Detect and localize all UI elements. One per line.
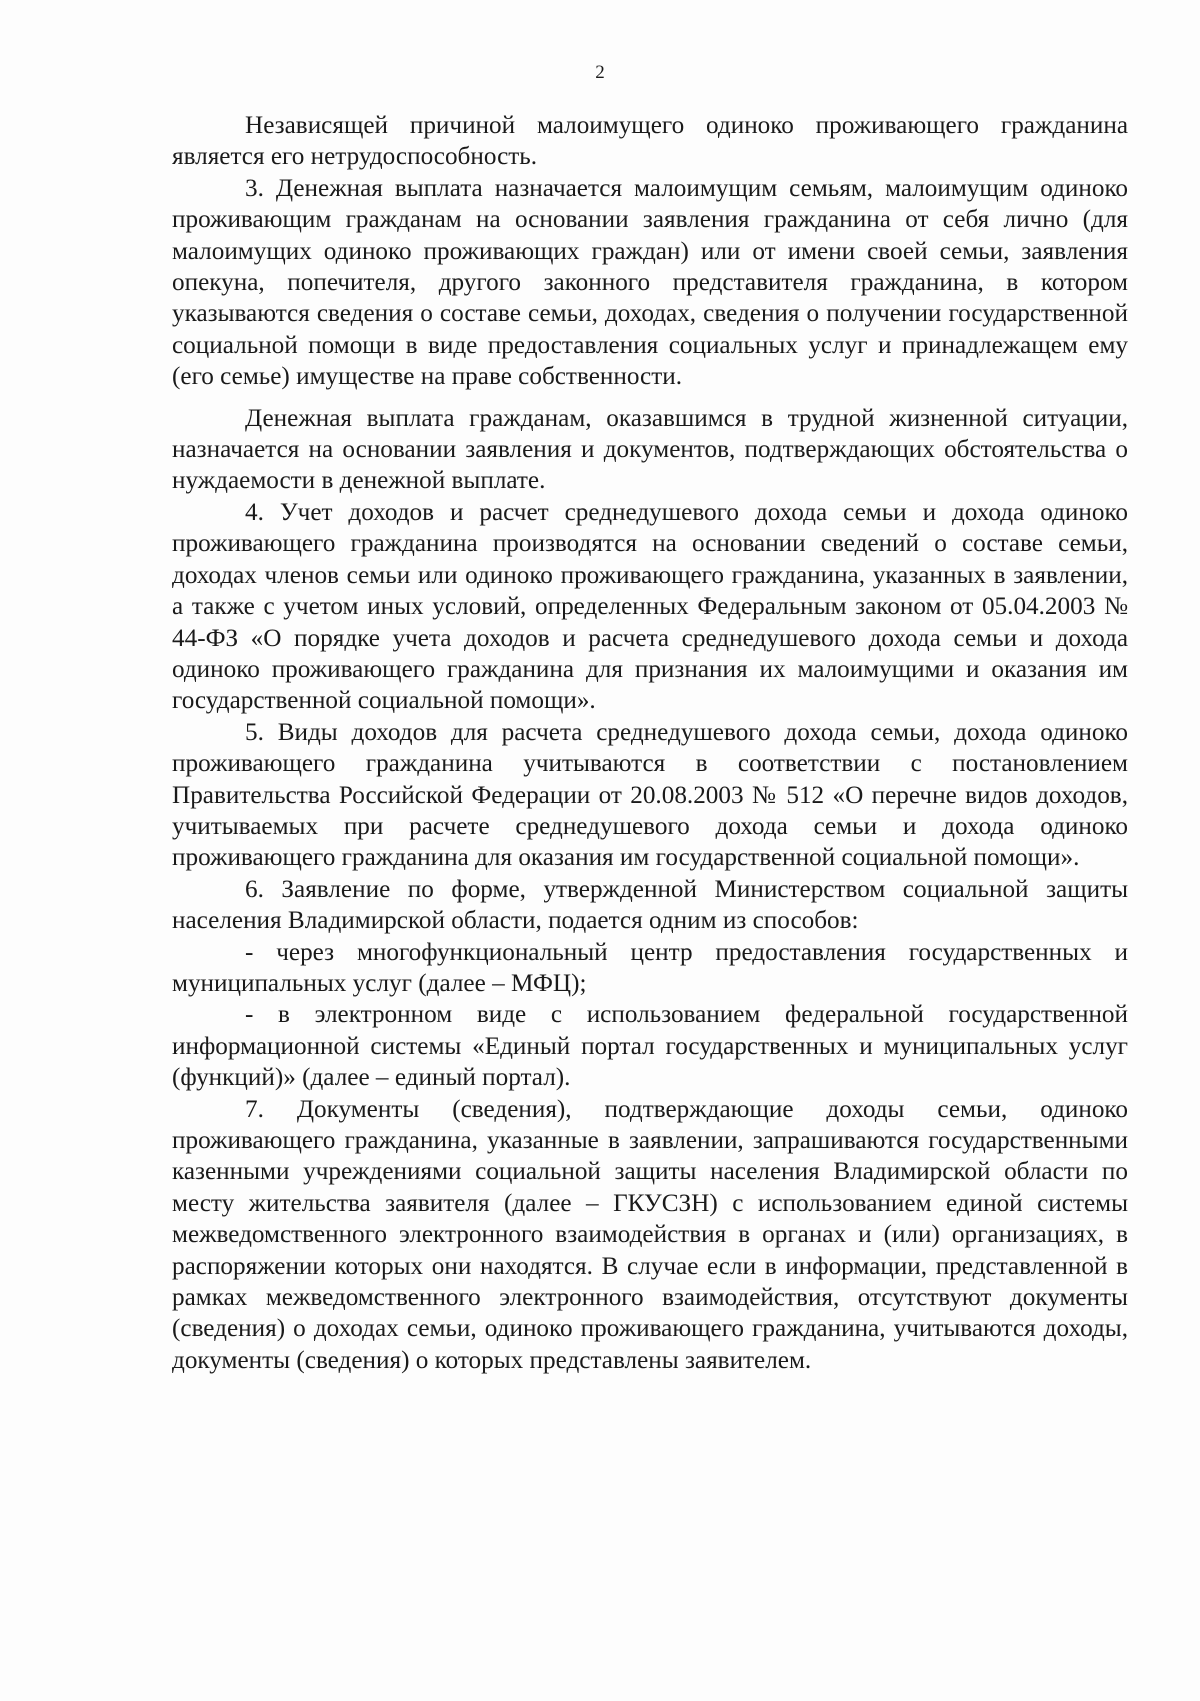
document-body (172, 110, 1128, 1376)
paragraph-3-payment-assignment: 3. Денежная выплата назначается малоимущим семьям, малоимущим одиноко проживающим гражданам на основании заявления гражданина от себя лично (для малоимущих одиноко проживающих граждан) или от имени своей семьи, заявления опекуна, попечителя, другого законного представителя гражданина, в котором указываются сведения о составе семьи, доходах, сведения о получении государственной социальной помощи в виде предоставления социальных услуг и принадлежащем ему (его семье) имуществе на праве собственности. (172, 174, 1128, 391)
list-item-mfc: - через многофункциональный центр предоставления государственных и муниципальных услуг (далее – МФЦ); (172, 938, 1128, 997)
paragraph-4-income-accounting: 4. Учет доходов и расчет среднедушевого дохода семьи и дохода одиноко проживающего гражданина производятся на основании сведений о составе семьи, доходах членов семьи или одиноко проживающего гражданина, указанных в заявлении, а также с учетом иных условий, определенных Федеральным законом от 05.04.2003 № 44-ФЗ «О порядке учета доходов и расчета среднедушевого дохода семьи и дохода одиноко проживающего гражданина для признания их малоимущими и оказания им государственной социальной помощи». (172, 498, 1128, 715)
paragraph-difficult-situation: Денежная выплата гражданам, оказавшимся в трудной жизненной ситуации, назначается на основании заявления и документов, подтверждающих обстоятельства о нуждаемости в денежной выплате. (172, 404, 1128, 495)
paragraph-7-income-documents: 7. Документы (сведения), подтверждающие доходы семьи, одиноко проживающего гражданина, указанные в заявлении, запрашиваются государственными казенными учреждениями социальной защиты населения Владимирской области по месту жительства заявителя (далее – ГКУСЗН) с использованием единой системы межведомственного электронного взаимодействия в органах и (или) организациях, в распоряжении которых они находятся. В случае если в информации, представленной в рамках межведомственного электронного взаимодействия, отсутствуют документы (сведения) о доходах семьи, одиноко проживающего гражданина, учитываются доходы, документы (сведения) о которых представлены заявителем. (172, 1095, 1128, 1374)
list-item-unified-portal: - в электронном виде с использованием федеральной государственной информационной системы «Единый портал государственных и муниципальных услуг (функций)» (далее – единый портал). (172, 1001, 1128, 1092)
paragraph-non-dependent-cause: Независящей причиной малоимущего одиноко проживающего гражданина является его нетрудоспособность. (172, 112, 1128, 171)
paragraph-6-application-form: 6. Заявление по форме, утвержденной Министерством социальной защиты населения Владимирской области, подается одним из способов: (172, 875, 1128, 935)
paragraph-5-income-types: 5. Виды доходов для расчета среднедушевого дохода семьи, дохода одиноко проживающего гражданина учитываются в соответствии с постановлением Правительства Российской Федерации от 20.08.2003 № 512 «О перечне видов доходов, учитываемых при расчете среднедушевого дохода семьи и дохода одиноко проживающего гражданина для оказания им государственной социальной помощи». (172, 718, 1128, 872)
page-number: 2 (595, 62, 605, 83)
